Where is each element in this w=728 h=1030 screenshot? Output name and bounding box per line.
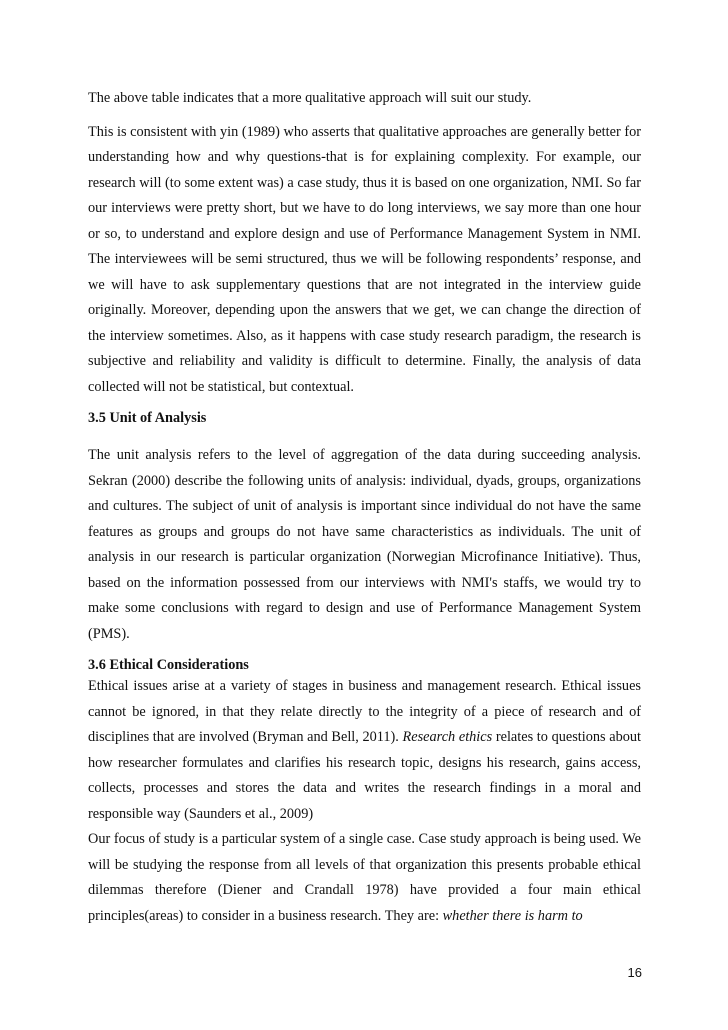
paragraph-table-indication: The above table indicates that a more qualitative approach will suit our study. <box>88 90 532 106</box>
paragraph-ethical-issues <box>88 674 641 827</box>
harm-question-text: whether there is harm to <box>442 907 583 924</box>
research-ethics-term: Research ethics <box>402 729 493 745</box>
ethical-issues-text-part-2: relates to questions about how researcher formulates and clarifies his research topic, designs his research, gains access, collects, processes and stores the data and writes the research findings in a moral and responsible way (Saunders et al., 2009) <box>88 729 641 822</box>
ethical-issues-text-part-1: Ethical issues arise at a variety of stages in business and management research. Ethical issues cannot be ignored, in that they relate directly to the integrity of a piece of research and of disciplines that are involved (Bryman and Bell, 2011). <box>88 678 641 745</box>
page-number: 16 <box>627 965 642 980</box>
paragraph-qualitative-approach: This is consistent with yin (1989) who asserts that qualitative approaches are generally better for understanding how and why questions-that is for explaining complexity. For example, our research will (to some extent was) a case study, thus it is based on one organization, NMI. So far our interviews were pretty short, but we have to do long interviews, we say more than one hour or so, to understand and explore design and use of Performance Management System in NMI. The interviewees will be semi structured, thus we will be following respondents’ response, and we will have to ask supplementary questions that are not integrated in the interview guide originally. Moreover, depending upon the answers that we get, we can change the direction of the interview sometimes. Also, as it happens with case study research paradigm, the research is subjective and reliability and validity is difficult to determine. Finally, the analysis of data collected will not be statistical, but contextual. <box>88 123 641 395</box>
page-content <box>88 86 641 929</box>
paragraph-study-focus <box>88 827 641 929</box>
paragraph-unit-of-analysis: The unit analysis refers to the level of aggregation of the data during succeeding analysis. Sekran (2000) describe the following units of analysis: individual, dyads, groups, organizations and cultures. The subject of unit of analysis is important since individual do not have the same features as groups and groups do not have same characteristics as individuals. The unit of analysis in our research is particular organization (Norwegian Microfinance Initiative). Thus, based on the information possessed from our interviews with NMI's staffs, we would try to make some conclusions with regard to design and use of Performance Management System (PMS). <box>88 447 641 642</box>
section-heading-unit-of-analysis: 3.5 Unit of Analysis <box>88 410 207 426</box>
study-focus-text: Our focus of study is a particular system of a single case. Case study approach is being used. We will be studying the response from all levels of that organization this presents probable ethical dilemmas therefore (Diener and Crandall 1978) have provided a four main ethical principles(areas) to consider in a business research. They are: <box>88 831 641 924</box>
section-heading-ethical-considerations: 3.6 Ethical Considerations <box>88 657 249 673</box>
